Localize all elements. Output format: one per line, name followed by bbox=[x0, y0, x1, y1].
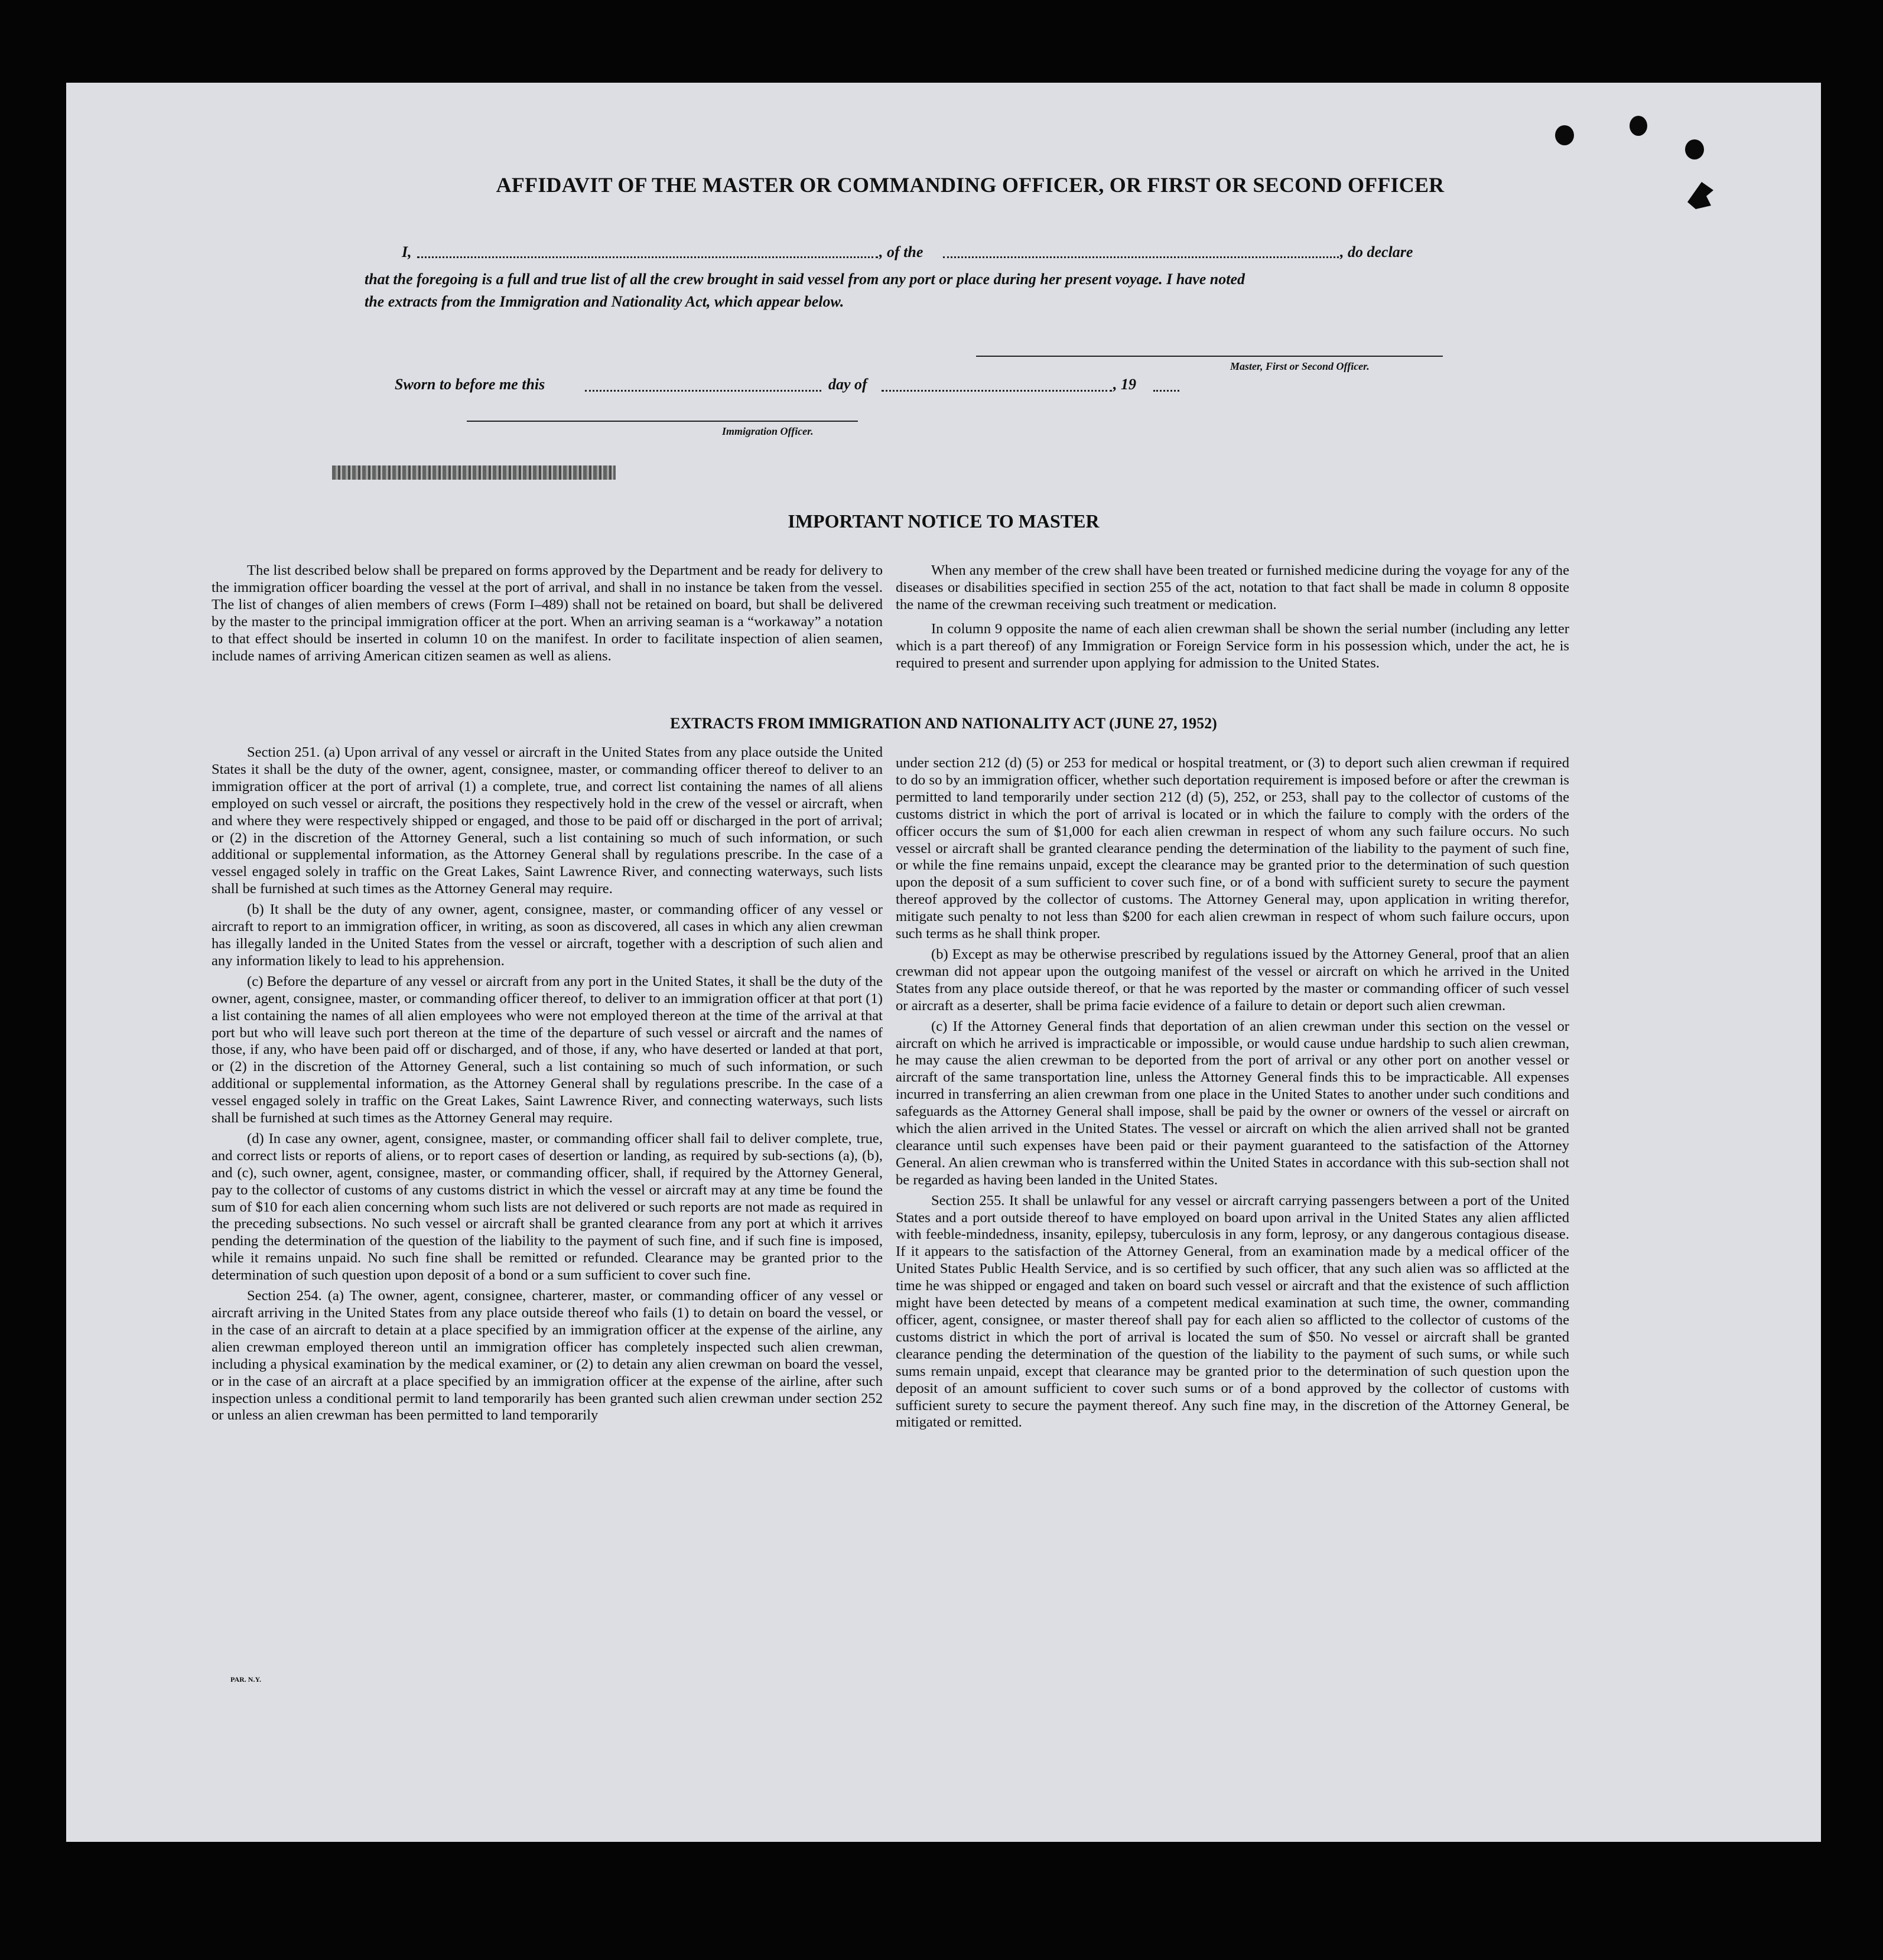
punch-hole-3 bbox=[1685, 139, 1704, 159]
officer-name-field[interactable] bbox=[417, 256, 878, 258]
day-of-label: day of bbox=[828, 376, 867, 393]
document-page bbox=[66, 83, 1821, 1842]
extracts-right-column bbox=[896, 755, 1569, 1435]
printer-mark: PAR. N.Y. bbox=[230, 1675, 262, 1684]
sworn-day-field[interactable] bbox=[585, 390, 821, 392]
of-the-label: , of the bbox=[879, 243, 923, 261]
punch-hole-2 bbox=[1630, 116, 1647, 136]
notice-right-text-2: In column 9 opposite the name of each alien crewman shall be shown the serial number (including any letter which is a part thereof) of any Immigration or Foreign Service form in his possession which, under the act, he is required to present and surrender upon applying for admission to the United States. bbox=[896, 620, 1569, 671]
notice-right-column bbox=[896, 562, 1569, 675]
master-signature-line[interactable] bbox=[976, 356, 1443, 357]
do-declare-label: , do declare bbox=[1340, 243, 1413, 261]
declaration-line-1: that the foregoing is a full and true list of all the crew brought in said vessel from any port or place during her present voyage. I have noted bbox=[365, 271, 1245, 288]
extracts-title: EXTRACTS FROM IMMIGRATION AND NATIONALITY ACT (JUNE 27, 1952) bbox=[670, 715, 1217, 732]
sworn-label: Sworn to before me this bbox=[395, 376, 545, 393]
vessel-name-field[interactable] bbox=[943, 256, 1339, 258]
punch-hole-1 bbox=[1555, 125, 1574, 145]
section-255: Section 255. It shall be unlawful for any vessel or aircraft carrying passengers between a port of the United States and a port outside thereof to have employed on board upon arrival in the United States any alien afflicted with feeble-mindedness, insanity, epilepsy, tuberculosis in any form, leprosy, or any dangerous contagious disease. If it appears to the satisfaction of the Attorney General, from an examination made by a medical officer of the United States Public Health Service, and is so certified by such officer, that any such alien was so afflicted at the time he was shipped or engaged and taken on board such vessel or aircraft and that the existence of such affliction might have been detected by means of a competent medical examination at such time, the owner, commanding officer, agent, consignee, or master thereof shall pay for each alien so afflicted to the collector of customs of the customs district in which the port of arrival is located the sum of $50. No vessel or aircraft shall be granted clearance pending the determination of the question of the liability to the payment of such sums, or while such sums remain unpaid, except that clearance may be granted prior to the determination of such question upon the deposit of an amount sufficient to cover such sums or of a bond approved by the collector of customs with sufficient surety to secure the payment thereof. Any such fine may, in the discretion of the Attorney General, be mitigated or remitted. bbox=[896, 1192, 1569, 1431]
binder-clip-icon bbox=[1684, 178, 1716, 213]
notice-left-column bbox=[212, 562, 883, 668]
affidavit-title: AFFIDAVIT OF THE MASTER OR COMMANDING OFFICER, OR FIRST OR SECOND OFFICER bbox=[496, 173, 1445, 197]
year-label: , 19 bbox=[1113, 376, 1136, 393]
section-254-a: Section 254. (a) The owner, agent, consignee, charterer, master, or commanding officer of any vessel or aircraft arriving in the United States from any place outside thereof who fails (1) to detain on board the vessel, or in the case of an aircraft to detain at a place specified by an immigration officer at the expense of the airline, any alien crewman employed thereon until an immigration officer has completely inspected such alien crewman, including a physical examination by the medical examiner, or (2) to detain any alien crewman on board the vessel, or in the case of an aircraft at a place specified by an immigration officer at the expense of the airline, after such inspection unless a conditional permit to land temporarily has been granted such alien crewman under section 252 or unless an alien crewman has been permitted to land temporarily bbox=[212, 1288, 883, 1424]
extracts-left-column bbox=[212, 744, 883, 1428]
redaction-stripe bbox=[332, 465, 616, 480]
section-251-d: (d) In case any owner, agent, consignee, master, or commanding officer shall fail to deliver complete, true, and correct lists or reports of aliens, or to report cases of desertion or landing, as required by sub-sections (a), (b), and (c), such owner, agent, consignee, master, or commanding officer, shall, if required by the Attorney General, pay to the collector of customs of any customs district in which the vessel or aircraft may at any time be found the sum of $10 for each alien concerning whom such lists are not delivered or such reports are not made as required in the preceding subsections. No such vessel or aircraft shall be granted clearance from any port at which it arrives pending the determination of the question of the liability to the payment of such fine, and if such fine is imposed, while it remains unpaid. No such fine shall be remitted or refunded. Clearance may be granted prior to the determination of such question upon deposit of a bond or a sum sufficient to cover such fine. bbox=[212, 1130, 883, 1284]
officer-caption: Immigration Officer. bbox=[722, 425, 814, 437]
section-251-c: (c) Before the departure of any vessel or aircraft from any port in the United States, it shall be the duty of the owner, agent, consignee, master, or commanding officer thereof, to deliver to an immigration officer at that port (1) a list containing the names of all alien employees who were not employed thereon at the time of the arrival at that port but who will leave such port thereon at the time of the departure of such vessel or aircraft and the names of those, if any, who have been paid off or discharged, and of those, if any, who have deserted or landed at that port, or (2) in the discretion of the Attorney General, such a list containing so much of such information, or such additional or supplemental information, as the Attorney General shall by regulations prescribe. In the case of a vessel engaged solely in traffic on the Great Lakes, Saint Lawrence River, and connecting waterways, such lists shall be furnished at such times as the Attorney General may require. bbox=[212, 973, 883, 1126]
sworn-month-field[interactable] bbox=[882, 390, 1112, 392]
section-254-b: (b) Except as may be otherwise prescribed by regulations issued by the Attorney General, proof that an alien crewman did not appear upon the outgoing manifest of the vessel or aircraft on which he arrived in the United States from any place outside thereof, or that he was reported by the master or commanding officer of such vessel or aircraft as a deserter, shall be prima facie evidence of a failure to detain or deport such alien crewman. bbox=[896, 946, 1569, 1014]
master-caption: Master, First or Second Officer. bbox=[1230, 360, 1370, 372]
officer-signature-line[interactable] bbox=[467, 421, 858, 422]
i-label: I, bbox=[402, 243, 412, 261]
section-254-a-cont: under section 212 (d) (5) or 253 for medical or hospital treatment, or (3) to deport such alien crewman if required to do so by an immigration officer, whether such deportation requirement is imposed before or after the crewman is permitted to land temporarily under section 212 (d) (5), 252, or 253, shall pay to the collector of customs of the customs district in which the port of arrival is located or in which the failure to comply with the orders of the officer occurs the sum of $1,000 for each alien crewman in respect of whom any such failure occurs. No such vessel or aircraft shall be granted clearance pending the determination of the liability to the payment of such fine, or while the fine remains unpaid, except the clearance may be granted prior to the determination of such question upon the deposit of a sum sufficient to cover such fine, or of a bond with sufficient surety to secure the payment thereof approved by the collector of customs. The Attorney General may, upon application in writing therefor, mitigate such penalty to not less than $200 for each alien crewman in respect of whom such failure occurs, upon such terms as he shall think proper. bbox=[896, 755, 1569, 942]
sworn-year-field[interactable] bbox=[1153, 390, 1179, 392]
notice-title: IMPORTANT NOTICE TO MASTER bbox=[788, 510, 1100, 532]
notice-left-text: The list described below shall be prepared on forms approved by the Department and be ready for delivery to the immigration officer boarding the vessel at the port of arrival, and shall in no instance be taken from the vessel. The list of changes of alien members of crews (Form I–489) shall not be retained on board, but shall be delivered by the master to the principal immigration officer at the port. When an arriving seaman is a “workaway” a notation to that effect should be inserted in column 10 on the manifest. In order to facilitate inspection of alien seamen, include names of arriving American citizen seamen as well as aliens. bbox=[212, 562, 883, 664]
notice-right-text-1: When any member of the crew shall have been treated or furnished medicine during the voyage for any of the diseases or disabilities specified in section 255 of the act, notation to that fact shall be made in column 8 opposite the name of the crewman receiving such treatment or medication. bbox=[896, 562, 1569, 613]
declaration-line-2: the extracts from the Immigration and Nationality Act, which appear below. bbox=[365, 293, 844, 310]
section-251-b: (b) It shall be the duty of any owner, agent, consignee, master, or commanding officer of any vessel or aircraft to report to an immigration officer, in writing, as soon as discovered, all cases in which any alien crewman has illegally landed in the United States from the vessel or aircraft, together with a description of such alien and any information likely to lead to his apprehension. bbox=[212, 901, 883, 969]
section-254-c: (c) If the Attorney General finds that deportation of an alien crewman under this section on the vessel or aircraft on which he arrived is impracticable or impossible, or would cause undue hardship to such alien crewman, he may cause the alien crewman to be deported from the port of arrival or any other port on another vessel or aircraft of the same transportation line, unless the Attorney General finds this to be impracticable. All expenses incurred in transferring an alien crewman from one place in the United States to another under such conditions and safeguards as the Attorney General shall impose, shall be paid by the owner or owners of the vessel or aircraft on which the alien arrived in the United States. The vessel or aircraft on which the alien arrived shall not be granted clearance until such expenses have been paid or their payment guaranteed to the satisfaction of the Attorney General. An alien crewman who is transferred within the United States in accordance with this sub-section shall not be regarded as having been landed in the United States. bbox=[896, 1018, 1569, 1188]
section-251-a: Section 251. (a) Upon arrival of any vessel or aircraft in the United States from any place outside the United States it shall be the duty of the owner, agent, consignee, master, or commanding officer thereof to deliver to an immigration officer at the port of arrival (1) a complete, true, and correct list containing the names of all aliens employed on such vessel or aircraft, the positions they respectively hold in the crew of the vessel or aircraft, when and where they were respectively shipped or engaged, and those to be paid off or discharged in the port of arrival; or (2) in the discretion of the Attorney General, such a list containing so much of such information, or such additional or supplemental information, as the Attorney General shall by regulations prescribe. In the case of a vessel engaged solely in traffic on the Great Lakes, Saint Lawrence River, and connecting waterways, such lists shall be furnished at such times as the Attorney General may require. bbox=[212, 744, 883, 897]
